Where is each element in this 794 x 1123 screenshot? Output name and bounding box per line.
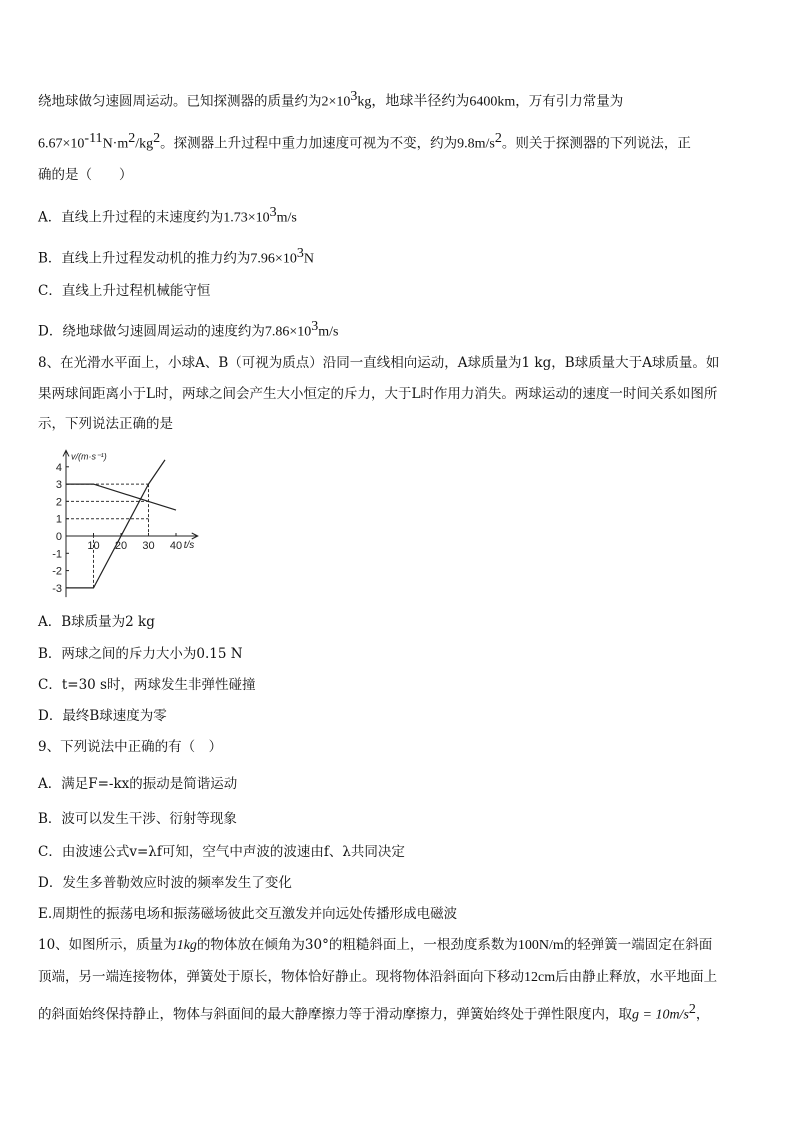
x-tick-label: 10: [87, 540, 100, 552]
y-tick-label: 2: [55, 496, 62, 509]
q9-option-b[interactable]: B．波可以发生干涉、衍射等现象: [38, 811, 237, 827]
velocity-series-1: [66, 484, 176, 510]
velocity-time-chart: [38, 446, 218, 598]
q10-stem-line-1: 10、如图所示，质量为1kg的物体放在倾角为30°的粗糙斜面上，一根劲度系数为100N/m的轻弹簧一端固定在斜面: [38, 937, 713, 953]
q7-option-a[interactable]: A．直线上升过程的末速度约为$1.73\times 10^3m/s$: [38, 205, 297, 226]
q7-stem-line-2: $6.67\times 10^{-11}N\cdot m^2/kg^2$。探测器上升过程中重力加速度可视为不变，约为$9.8m/s^2$。则关于探测器的下列说法，正: [38, 131, 691, 152]
q9-stem: 9、下列说法中正确的有（ ）: [38, 739, 223, 755]
q8-option-d[interactable]: D．最终B球速度为零: [38, 708, 167, 724]
q8-option-c[interactable]: C．t=30 s时，两球发生非弹性碰撞: [38, 677, 256, 693]
x-tick-label: 30: [142, 540, 155, 552]
q7-stem-line-1: 绕地球做匀速圆周运动。已知探测器的质量约为$2\times 10^3kg$，地球半径约为6400km，万有引力常量为: [38, 89, 624, 110]
q8-option-a[interactable]: A．B球质量为2 kg: [38, 614, 155, 630]
q8-stem-line-2: 果两球间距离小于L时，两球之间会产生大小恒定的斥力，大于L时作用力消失。两球运动的速度一时间关系如图所: [38, 386, 718, 402]
y-tick-label: 3: [55, 479, 62, 492]
y-tick-label: -1: [52, 548, 62, 561]
q7-option-c[interactable]: C．直线上升过程机械能守恒: [38, 283, 211, 299]
x-axis-label: t/s: [183, 540, 195, 551]
q8-stem-line-1: 8、在光滑水平面上，小球A、B（可视为质点）沿同一直线相向运动，A球质量为1 kg，B球质量大于A球质量。如: [38, 355, 720, 371]
q9-option-c[interactable]: C．由波速公式v=λf可知，空气中声波的波速由f、λ共同决定: [38, 844, 405, 860]
q8-stem-line-3: 示，下列说法正确的是: [38, 416, 173, 432]
q9-option-d[interactable]: D．发生多普勒效应时波的频率发生了变化: [38, 875, 292, 891]
q8-option-b[interactable]: B．两球之间的斥力大小为0.15 N: [38, 646, 243, 662]
y-axis-label: v/(m·s⁻¹): [71, 451, 107, 462]
x-tick-label: 20: [114, 540, 128, 552]
velocity-series-2: [66, 460, 165, 588]
q10-stem-line-3: 的斜面始终保持静止，物体与斜面间的最大静摩擦力等于滑动摩擦力，弹簧始终处于弹性限度内，取$g = 10m/s^2$，: [38, 1002, 710, 1023]
y-tick-label: -2: [52, 565, 62, 578]
y-tick-label: 4: [55, 461, 62, 474]
q9-option-e[interactable]: E.周期性的振荡电场和振荡磁场彼此交互激发并向远处传播形成电磁波: [38, 906, 458, 922]
x-tick-label: 40: [169, 540, 183, 552]
y-tick-label: 1: [55, 513, 62, 526]
q7-option-d[interactable]: D．绕地球做匀速圆周运动的速度约为$7.86\times 10^3m/s$: [38, 319, 339, 340]
q7-stem-line-3: 确的是（ ）: [38, 167, 133, 183]
y-tick-label: -3: [52, 582, 62, 595]
q9-option-a[interactable]: A．满足F=-kx的振动是简谐运动: [38, 776, 238, 792]
q7-option-b[interactable]: B．直线上升过程发动机的推力约为$7.96\times 10^3N$: [38, 246, 314, 267]
y-tick-label: 0: [55, 531, 62, 543]
q10-stem-line-2: 顶端，另一端连接物体，弹簧处于原长，物体恰好静止。现将物体沿斜面向下移动12cm后由静止释放，水平地面上: [38, 969, 718, 985]
